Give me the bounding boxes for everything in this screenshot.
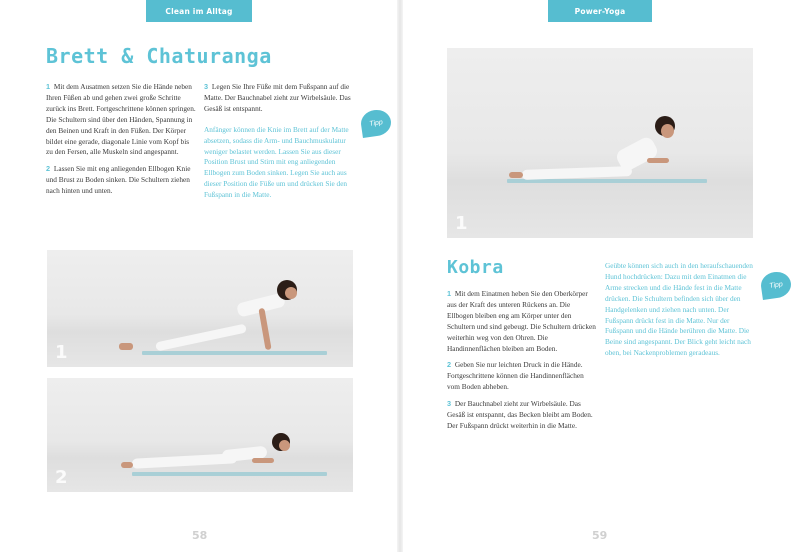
step-text: Legen Sie Ihre Füße mit dem Fußspann auf die Matte. Der Bauchnabel zieht zur Wirbelsäule. Das Gesäß ist entspannt.: [204, 82, 351, 113]
photo-number: 1: [55, 342, 68, 363]
step-text: Mit dem Ausatmen setzen Sie die Hände neben Ihren Füßen ab und gehen zwei große Schritte zurück ins Brett. Fortgeschrittene können springen. Die Schultern sind über den Händen, Spannung in den Beinen und Kraft in den Füßen. Der Körper bildet eine gerade, diagonale Linie vom Kopf bis zu den Fersen, alle Muskeln sind angespannt.: [46, 82, 196, 157]
left-column-1: [46, 82, 196, 203]
feet: [119, 343, 133, 350]
feet: [121, 462, 133, 468]
left-page-title: Brett & Chaturanga: [46, 44, 272, 68]
right-column-2: [605, 261, 755, 365]
step-3-paragraph: [204, 82, 356, 115]
step-1-paragraph: [447, 289, 597, 354]
step-3-paragraph: [447, 399, 597, 432]
tip-badge: Tipp: [359, 108, 392, 138]
arm: [252, 458, 274, 463]
step-number: 1: [447, 289, 452, 298]
book-gutter: [397, 0, 403, 552]
torso: [614, 135, 660, 173]
right-page-number: 59: [592, 529, 608, 542]
step-1-paragraph: [46, 82, 196, 158]
legs: [155, 324, 247, 352]
step-text: Lassen Sie mit eng anliegenden Ellbogen Knie und Brust zu Boden sinken. Die Schultern ziehen nach hinten und unten.: [46, 164, 191, 196]
tip-paragraph: Anfänger können die Knie im Brett auf der Matte absetzen, sodass die Arm- und Bauchmuskulatur weniger belastet werden. Lassen Sie aus dieser Position Brust und Stirn mit eng anliegenden Ellbogen zum Boden sinken. Legen Sie auch aus dieser Position die Füße um und drücken Sie den Fußspann in die Matte.: [204, 124, 349, 200]
tip-badge: Tipp: [759, 270, 792, 300]
step-text: Mit dem Einatmen heben Sie den Oberkörper aus der Kraft des unteren Rückens an. Die Ellbogen bleiben eng am Körper unter den Schultern und sind gebeugt. Die Schultern drücken weiterhin weg von den Ohren. Die Handinnenflächen bleiben am Boden.: [447, 289, 596, 353]
arm: [647, 158, 669, 163]
right-page-title: Kobra: [447, 257, 504, 278]
step-number: 2: [447, 360, 452, 370]
photo-cobra: [447, 48, 753, 238]
step-text: Der Bauchnabel zieht zur Wirbelsäule. Das Gesäß ist entspannt, das Becken bleibt am Boden. Der Fußspann drückt weiterhin in die Matte.: [447, 399, 593, 430]
arm: [258, 308, 271, 350]
yoga-mat: [132, 472, 327, 476]
left-section-tab: Clean im Alltag: [146, 0, 252, 22]
face: [661, 124, 674, 138]
feet: [509, 172, 523, 178]
face: [279, 440, 290, 451]
right-section-tab: Power-Yoga: [548, 0, 652, 22]
photo-number: 1: [455, 213, 468, 234]
step-number: 3: [204, 82, 209, 91]
photo-number: 2: [55, 467, 68, 488]
face: [285, 287, 297, 299]
left-page-number: 58: [192, 529, 208, 542]
step-number: 2: [46, 164, 51, 174]
step-2-paragraph: [447, 360, 597, 393]
yoga-mat: [507, 179, 707, 183]
tip-paragraph: Geübte können sich auch in den heraufschauenden Hund hochdrücken: Dazu mit dem Einatmen die Arme strecken und die Hände fest in die Matte drücken. Die Schultern befinden sich über den Handgelenken und ziehen nach unten. Der Fußspann drückt fest in die Matte. Nur der Fußspann und die Hände berühren die Matte. Die Beine sind angespannt. Der Blick geht leicht nach oben, bei Nackenproblemen geradeaus.: [605, 261, 753, 358]
yoga-mat: [142, 351, 327, 355]
photo-chaturanga: [47, 378, 353, 492]
photo-plank: [47, 250, 353, 367]
step-number: 3: [447, 399, 452, 409]
legs: [522, 166, 632, 180]
step-2-paragraph: [46, 164, 196, 197]
step-text: Geben Sie nur leichten Druck in die Hände. Fortgeschrittene können die Handinnenflächen vom Boden abheben.: [447, 360, 584, 392]
right-column-1: [447, 289, 597, 438]
step-number: 1: [46, 82, 51, 91]
left-column-2: [204, 82, 356, 207]
